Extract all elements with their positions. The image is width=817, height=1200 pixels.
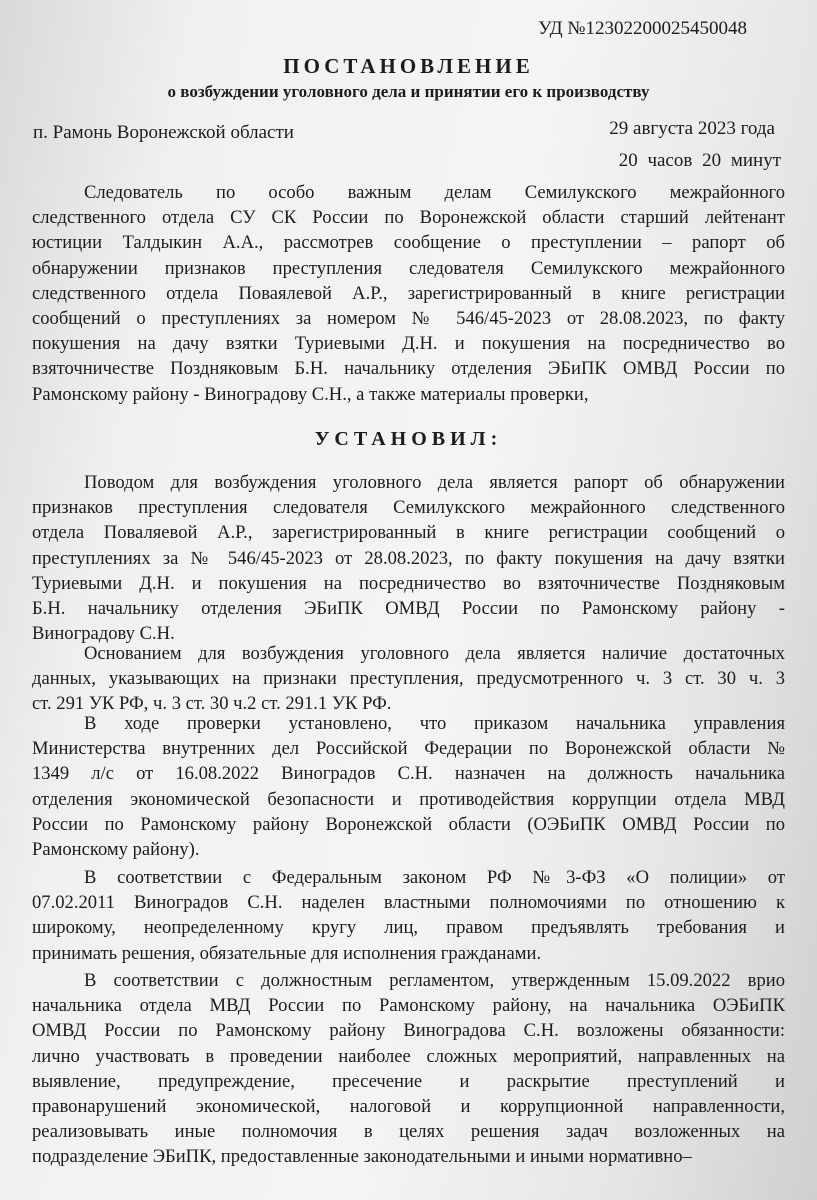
- text-line: лично участвовать в проведении наиболее сложных мероприятий, направленных на: [32, 1045, 785, 1067]
- text-line: обнаружении признаков преступления следователя Семилукского межрайонного: [32, 257, 785, 279]
- text-line: Туриевыми Д.Н. и покушения на посредничество во взяточничестве Поздняковым: [32, 572, 785, 594]
- text-line: широкому, неопределенному кругу лиц, правом предъявлять требования и: [32, 917, 785, 939]
- text-line: взяточничестве Поздняковым Б.Н. начальнику отделения ЭБиПК ОМВД России по: [32, 358, 785, 380]
- text-line: начальника отдела МВД России по Рамонскому району, на начальника ОЭБиПК: [32, 995, 785, 1017]
- text-line: В ходе проверки установлено, что приказом начальника управления: [84, 713, 785, 734]
- document-subtitle: о возбуждении уголовного дела и принятии его к производству: [167, 82, 650, 101]
- document-title: ПОСТАНОВЛЕНИЕ: [283, 54, 534, 78]
- paragraph-findings: [32, 711, 785, 862]
- text-line: следственного отдела Поваялевой А.Р., зарегистрированный в книге регистрации: [32, 282, 785, 304]
- text-line: преступлениях за № 546/45-2023 от 28.08.2023, по факту покушения на дачу взятки: [32, 547, 785, 569]
- text-line: данных, указывающих на признаки преступления, предусмотренного ч. 3 ст. 30 ч. 3: [32, 668, 785, 690]
- text-line: Следователь по особо важным делам Семилукского межрайонного: [84, 182, 785, 203]
- text-line: Основанием для возбуждения уголовного дела является наличие достаточных: [84, 643, 785, 664]
- text-line: подразделение ЭБиПК, предоставленные законодательными и иными нормативно–: [32, 1146, 692, 1168]
- text-line: отделения экономической безопасности и противодействия коррупции отдела МВД: [32, 788, 785, 810]
- text-line: принимать решения, обязательные для исполнения гражданами.: [32, 942, 542, 964]
- intro-paragraph: [32, 180, 785, 407]
- text-line: сообщений о преступлениях за номером № 546/45-2023 от 28.08.2023, по факту: [32, 308, 785, 330]
- text-line: признаков преступления следователя Семилукского межрайонного следственного: [32, 497, 785, 519]
- text-line: России по Рамонскому району Воронежской области (ОЭБиПК ОМВД России по: [32, 813, 785, 835]
- text-line: отдела Поваляевой А.Р., зарегистрированный в книге регистрации сообщений о: [32, 522, 785, 544]
- text-line: 1349 л/с от 16.08.2022 Виноградов С.Н. назначен на должность начальника: [32, 763, 785, 785]
- text-line: В соответствии с Федеральным законом РФ №3-ФЗ «О полиции» от: [84, 867, 785, 888]
- paragraph-grounds: [32, 641, 785, 717]
- text-line: реализовывать иные полномочия в целях решения задач возложенных на: [32, 1121, 785, 1143]
- time: 20 часов 20 минут: [618, 150, 781, 171]
- case-number: УД №12302200025450048: [538, 18, 747, 39]
- text-line: Поводом для возбуждения уголовного дела является рапорт об обнаружении: [84, 472, 785, 493]
- text-line: ст. 291 УК РФ, ч. 3 ст. 30 ч.2 ст. 291.1 УК РФ.: [32, 693, 392, 715]
- text-line: юстиции Талдыкин А.А., рассмотрев сообщение о преступлении – рапорт об: [32, 232, 785, 254]
- text-line: Рамонскому району).: [32, 839, 200, 861]
- text-line: ОМВД России по Рамонскому району Виноградова С.Н. возложены обязанности:: [32, 1020, 785, 1042]
- text-line: Рамонскому району - Виноградову С.Н., а также материалы проверки,: [32, 383, 589, 405]
- text-line: 07.02.2011 Виноградов С.Н. наделен властными полномочиями по отношению к: [32, 892, 785, 914]
- text-line: Министерства внутренних дел Российской Федерации по Воронежской области №: [32, 738, 785, 760]
- text-line: покушения на дачу взятки Туриевыми Д.Н. и покушения на посредничество во: [32, 333, 785, 355]
- place: п. Рамонь Воронежской области: [33, 122, 294, 143]
- paragraph-regulations: [32, 968, 785, 1170]
- date: 29 августа 2023 года: [609, 118, 775, 139]
- text-line: Виноградову С.Н.: [32, 623, 175, 645]
- paragraph-reason: [32, 470, 785, 646]
- section-heading: УСТАНОВИЛ:: [314, 428, 503, 450]
- paragraph-police-law: [32, 865, 785, 966]
- text-line: В соответствии с должностным регламентом, утвержденным 15.09.2022 врио: [84, 970, 785, 991]
- text-line: следственного отдела СУ СК России по Воронежской области старший лейтенант: [32, 207, 785, 229]
- text-line: Б.Н. начальнику отделения ЭБиПК ОМВД России по Рамонскому району -: [32, 598, 785, 620]
- text-line: выявление, предупреждение, пресечение и раскрытие преступлений и: [32, 1070, 785, 1092]
- text-line: правонарушений экономической, налоговой и коррупционной направленности,: [32, 1096, 785, 1118]
